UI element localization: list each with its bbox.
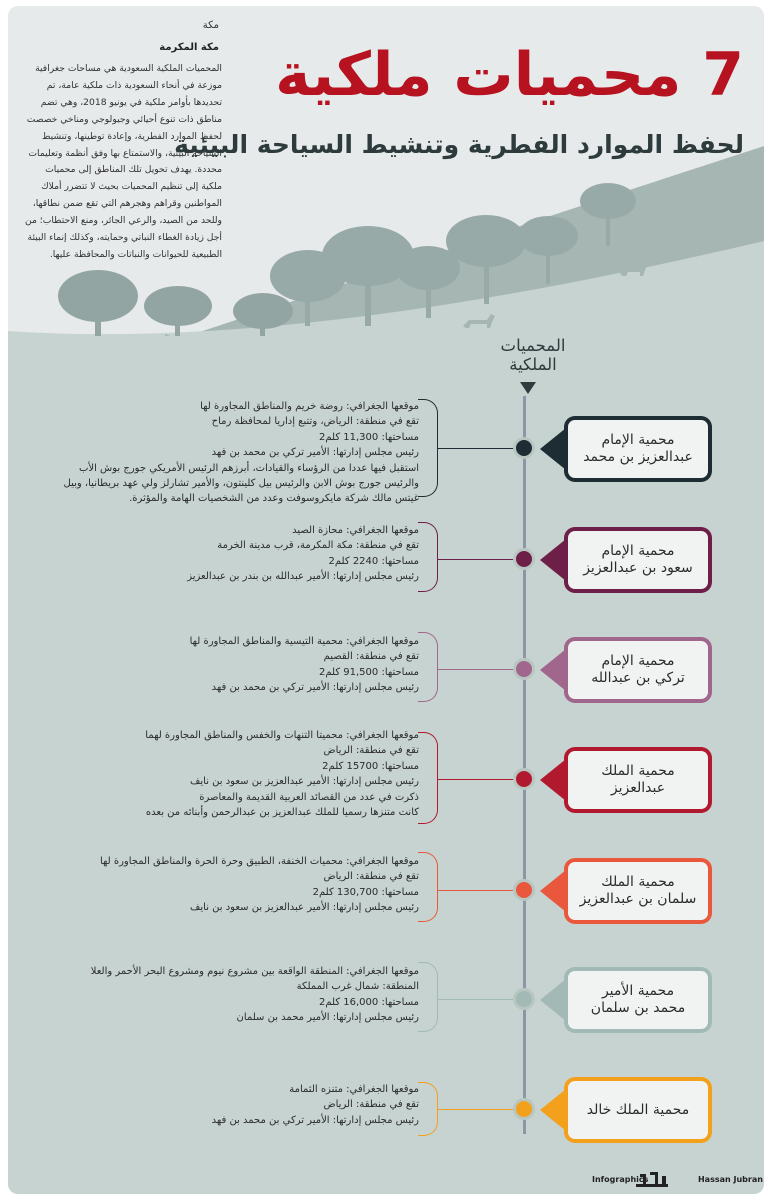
reserve-details xyxy=(100,854,419,916)
reserve-detail-line: تقع في منطقة: الرياض xyxy=(323,745,419,757)
source-city: مكة xyxy=(202,20,219,31)
spine-label-line1: المحميات xyxy=(500,336,566,355)
spine-arrow-icon xyxy=(520,382,536,394)
reserve-name xyxy=(568,862,708,920)
reserve-name-text xyxy=(580,874,697,908)
tag-pointer-icon xyxy=(540,539,566,581)
reserve-detail-line: موقعها الجغرافي: محميات الخنفة، الطبيق وحرة الحرة والمناطق المجاورة لها xyxy=(99,856,419,867)
reserve-bracket xyxy=(418,962,438,1032)
reserve-name-line2: سعود بن عبدالعزيز xyxy=(583,560,693,576)
reserve-name-line1: محمية الإمام xyxy=(601,543,675,559)
timeline-spine xyxy=(523,396,526,1134)
reserve-detail-line: موقعها الجغرافي: محازة الصيد xyxy=(292,525,419,536)
reserve-details xyxy=(145,728,419,820)
reserve-connector xyxy=(438,448,518,449)
tag-pointer-icon xyxy=(540,428,566,470)
reserve-connector xyxy=(438,559,518,560)
reserve-detail-line: المنطقة: شمال غرب المملكة xyxy=(296,981,419,993)
reserve-connector xyxy=(438,779,518,780)
reserve-detail-line: موقعها الجغرافي: روضة خريم والمناطق المجاورة لها xyxy=(200,401,419,412)
reserve-name-line1: محمية الملك xyxy=(601,874,675,890)
reserve-name-tag xyxy=(564,527,712,593)
reserve-name xyxy=(568,971,708,1029)
reserve-name xyxy=(568,641,708,699)
reserve-detail-line: تقع في منطقة: الرياض xyxy=(323,871,419,883)
reserve-detail-line: موقعها الجغرافي: متنزه الثمامة xyxy=(289,1084,419,1095)
reserve-bracket xyxy=(418,399,438,497)
reserve-name-text xyxy=(587,1102,689,1119)
reserve-name-text xyxy=(583,432,693,466)
reserve-bracket xyxy=(418,732,438,824)
reserve-detail-line: تقع في منطقة: الرياض xyxy=(323,1099,419,1111)
timeline-dot xyxy=(513,988,535,1010)
timeline-dot xyxy=(513,437,535,459)
reserve-name-line2: سلمان بن عبدالعزيز xyxy=(579,891,697,907)
subtitle: لحفظ الموارد الفطرية وتنشيط السياحة البيئية xyxy=(174,130,744,159)
reserve-connector xyxy=(438,999,518,1000)
reserve-connector xyxy=(438,890,518,891)
reserve-name-line1: محمية الإمام xyxy=(601,653,675,669)
reserve-detail-line: مساحتها: 91,500 كلم2 xyxy=(318,666,419,678)
tag-pointer-icon xyxy=(540,1089,566,1131)
reserve-detail-line: موقعها الجغرافي: محميتا التنهات والخفس والمناطق المجاورة لهما xyxy=(145,730,419,741)
reserve-name-tag xyxy=(564,637,712,703)
reserve-name-tag xyxy=(564,416,712,482)
reserve-detail-line: مساحتها: 130,700 كلم2 xyxy=(312,886,419,898)
reserve-details xyxy=(212,1082,419,1128)
reserve-detail-line: موقعها الجغرافي: المنطقة الواقعة بين مشروع نيوم ومشروع البحر الأحمر والعلا xyxy=(90,966,419,977)
tag-pointer-icon xyxy=(540,979,566,1021)
reserve-detail-line: موقعها الجغرافي: محمية التيسية والمناطق المجاورة لها xyxy=(189,636,419,647)
reserve-name-line2: تركي بن عبدالله xyxy=(591,670,685,686)
reserve-bracket xyxy=(418,632,438,702)
reserve-name-tag xyxy=(564,967,712,1033)
reserve-name-tag xyxy=(564,1077,712,1143)
reserve-name-text xyxy=(583,543,693,577)
reserve-name-text xyxy=(591,653,685,687)
reserve-detail-line: غيتس مالك شركة مايكروسوفت وعدد من الشخصيات الهامة والمؤثرة. xyxy=(129,493,419,505)
reserve-name-line2: محمد بن سلمان xyxy=(590,1000,686,1016)
main-title: 7 محميات ملكية xyxy=(275,40,744,110)
reserve-detail-line: رئيس مجلس إدارتها: الأمير تركي بن محمد بن فهد xyxy=(211,682,419,694)
reserve-bracket xyxy=(418,522,438,592)
tag-pointer-icon xyxy=(540,649,566,691)
reserve-name-text xyxy=(591,983,685,1017)
reserve-details xyxy=(91,964,419,1026)
footer-credit xyxy=(592,1175,763,1184)
reserve-name-line2: عبدالعزيز xyxy=(610,780,666,796)
reserve-name-line2: عبدالعزيز بن محمد xyxy=(583,449,693,465)
reserve-name xyxy=(568,420,708,478)
reserve-name-line1: محمية الملك خالد xyxy=(586,1101,690,1118)
reserve-detail-line: مساحتها: 15700 كلم2 xyxy=(322,760,419,772)
spine-label-line2: الملكية xyxy=(509,355,557,374)
reserve-detail-line: رئيس مجلس إدارتها: الأمير تركي بن محمد بن فهد xyxy=(211,447,419,459)
reserve-detail-line: مساحتها: 16,000 كلم2 xyxy=(318,996,419,1008)
reserve-name-tag xyxy=(564,858,712,924)
reserve-detail-line: تقع في منطقة: القصيم xyxy=(323,651,419,663)
reserve-detail-line: مساحتها: 11,300 كلم2 xyxy=(318,431,419,443)
reserve-bracket xyxy=(418,1082,438,1136)
timeline-dot xyxy=(513,768,535,790)
reserve-name xyxy=(568,751,708,809)
footer-credit-label: Infographics xyxy=(592,1175,649,1184)
timeline-dot xyxy=(513,548,535,570)
source-region: مكة المكرمة xyxy=(159,42,219,53)
reserve-connector xyxy=(438,669,518,670)
reserve-name xyxy=(568,531,708,589)
spine-label xyxy=(473,336,593,374)
reserve-detail-line: استقبل فيها عددا من الرؤساء والقيادات، أبرزهم الرئيس الأمريكي جورج بوش الأب xyxy=(78,462,419,474)
tag-pointer-icon xyxy=(540,759,566,801)
timeline-dot xyxy=(513,1098,535,1120)
intro-paragraph: المحميات الملكية السعودية هي مساحات جغرافية موزعة في أنحاء السعودية ذات ملكية عامة، تم تحديدها بأوامر ملكية في يونيو 2018، وهي تضم مناطق ذات تنوع أحيائي وجيولوجي ومناخي خصصت لحفظ الموارد الفطرية، وإعادة توطينها، وتنشيط السياحة البيئية، والاستمتاع بها وفق أنظمة وتعليمات محددة. يهدف تحويل تلك المناطق إلى محميات ملكية إلى تنظيم المحميات بحيث لا تتضرر أملاك المواطنين وقراهم وهجرهم التي تقع ضمن نطاقها، وللحد من الصيد، والرعي الجائر، ومنع الاحتطاب؛ من أجل زيادة الغطاء النباتي وحمايته، وكذلك إنماء البيئة الطبيعية للحيوانات والنباتات والمحافظة عليها. xyxy=(24,63,222,260)
reserve-detail-line: رئيس مجلس إدارتها: الأمير تركي بن محمد بن فهد xyxy=(211,1114,419,1126)
reserve-name-text xyxy=(601,763,675,797)
timeline-dot xyxy=(513,879,535,901)
reserve-detail-line: كانت متنزها رسميا للملك عبدالعزيز بن عبدالرحمن وأبنائه من بعده xyxy=(145,807,419,819)
reserve-name-tag xyxy=(564,747,712,813)
reserve-details xyxy=(64,399,419,507)
infographic-card xyxy=(8,6,764,1194)
timeline-dot xyxy=(513,658,535,680)
reserve-bracket xyxy=(418,852,438,922)
reserve-name-line1: محمية الإمام xyxy=(601,432,675,448)
reserve-name-line1: محمية الملك xyxy=(601,763,675,779)
reserve-detail-line: والرئيس جورج بوش الابن والرئيس بيل كلينتون، والأمير تشارلز ولي عهد بريطانيا، وبيل xyxy=(63,478,419,490)
reserve-detail-line: رئيس مجلس إدارتها: الأمير عبدالعزيز بن سعود بن نايف xyxy=(190,902,419,914)
footer-author: Hassan Jubran xyxy=(697,1175,763,1184)
reserve-detail-line: رئيس مجلس إدارتها: الأمير عبدالله بن بندر بن عبدالعزيز xyxy=(187,571,419,583)
reserve-name-line1: محمية الأمير xyxy=(601,983,675,999)
reserve-detail-line: رئيس مجلس إدارتها: الأمير عبدالعزيز بن سعود بن نايف xyxy=(190,776,419,788)
reserve-detail-line: مساحتها: 2240 كلم2 xyxy=(328,555,419,567)
reserve-detail-line: تقع في منطقة: مكة المكرمة، قرب مدينة الخرمة xyxy=(217,540,419,552)
reserve-connector xyxy=(438,1109,518,1110)
reserve-detail-line: ذكرت في عدد من القصائد العربية القديمة والمعاصرة xyxy=(199,791,419,803)
reserve-name xyxy=(568,1081,708,1139)
reserve-details xyxy=(190,634,419,696)
tag-pointer-icon xyxy=(540,870,566,912)
reserve-detail-line: تقع في منطقة: الرياض، وتتبع إداريا لمحافظة رماح xyxy=(211,416,419,428)
makkah-logo-icon xyxy=(634,1168,670,1190)
reserve-details xyxy=(187,523,419,585)
reserve-detail-line: رئيس مجلس إدارتها: الأمير محمد بن سلمان xyxy=(236,1012,419,1024)
